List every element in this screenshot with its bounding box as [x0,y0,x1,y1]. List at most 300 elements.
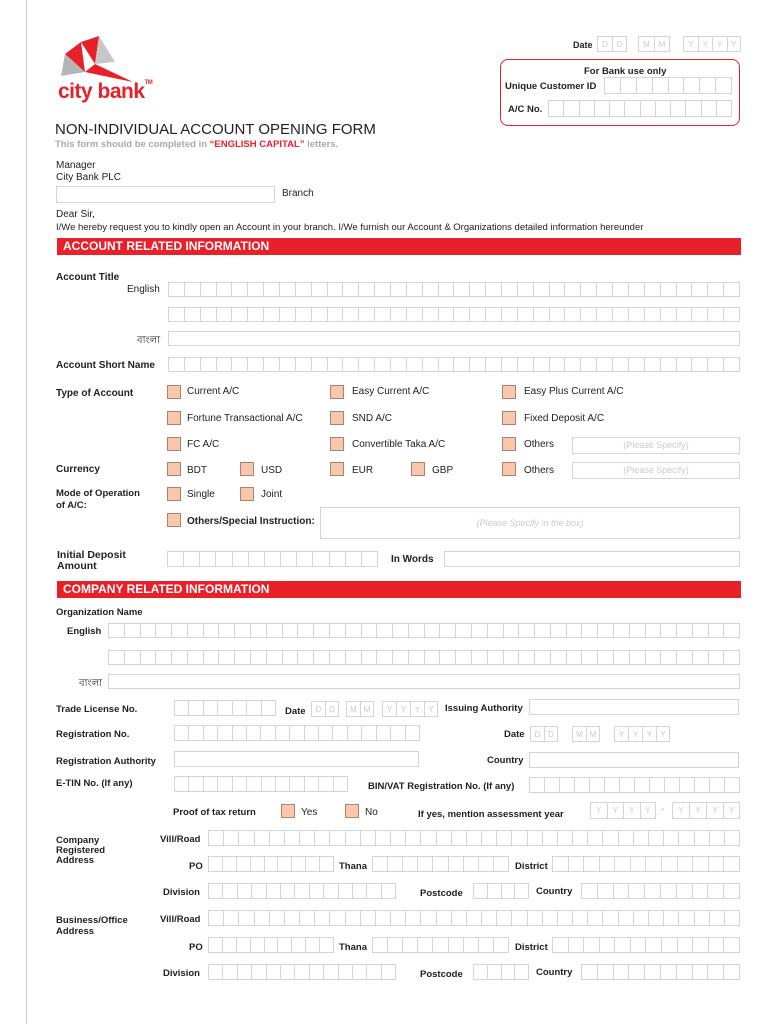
char-cell[interactable] [318,776,332,792]
char-cell[interactable] [231,307,247,322]
char-cell[interactable] [455,650,471,665]
char-cell[interactable] [232,725,246,741]
char-cell[interactable] [439,650,455,665]
char-cell[interactable] [715,77,732,94]
char-cell[interactable] [645,856,661,872]
char-cell[interactable] [724,777,740,793]
char-cell[interactable] [208,964,222,980]
branch-input[interactable] [56,186,275,203]
char-cell[interactable] [587,830,602,846]
char-cell[interactable] [424,650,440,665]
char-cell[interactable] [246,776,260,792]
issuing-authority-input[interactable] [529,699,739,715]
char-cell[interactable] [279,357,295,372]
char-cell[interactable] [629,650,645,665]
char-cell[interactable] [352,964,366,980]
char-cell[interactable] [455,623,471,638]
char-cell[interactable] [277,856,291,872]
char-cell[interactable] [282,623,298,638]
char-cell[interactable] [501,357,517,372]
char-cell[interactable] [579,100,594,117]
registration-date-month[interactable]: M M [572,726,600,742]
char-cell[interactable] [552,856,568,872]
char-cell[interactable] [376,650,392,665]
char-cell[interactable] [375,830,390,846]
char-cell[interactable] [352,883,366,899]
char-cell[interactable] [269,910,284,926]
char-cell[interactable] [466,910,481,926]
char-cell[interactable] [208,937,222,953]
office-vill-road-field[interactable] [208,910,740,926]
char-cell[interactable] [691,282,707,297]
char-cell[interactable] [264,856,278,872]
char-cell[interactable] [485,282,501,297]
char-cell[interactable] [313,650,329,665]
checkbox-gbp[interactable] [411,462,425,476]
char-cell[interactable] [231,282,247,297]
char-cell[interactable] [699,77,715,94]
char-cell[interactable] [542,830,557,846]
char-cell[interactable] [581,650,597,665]
char-cell[interactable] [304,725,318,741]
char-cell[interactable] [679,777,694,793]
char-cell[interactable] [549,282,565,297]
char-cell[interactable] [327,307,343,322]
char-cell[interactable] [597,650,613,665]
char-cell[interactable] [580,307,596,322]
char-cell[interactable] [406,307,422,322]
bin-vat-field[interactable] [529,777,740,793]
char-cell[interactable] [183,551,199,567]
char-cell[interactable] [266,964,280,980]
char-cell[interactable] [295,282,311,297]
char-cell[interactable] [485,357,501,372]
char-cell[interactable] [648,910,663,926]
char-cell[interactable] [280,551,296,567]
char-cell[interactable] [199,551,215,567]
checkbox-snd-ac[interactable] [330,411,344,425]
char-cell[interactable] [333,776,348,792]
char-cell[interactable] [297,623,313,638]
char-cell[interactable] [392,650,408,665]
char-cell[interactable] [424,623,440,638]
char-cell[interactable] [381,964,396,980]
registration-date-day[interactable]: D D [530,726,558,742]
char-cell[interactable] [280,964,294,980]
account-short-name-field[interactable] [168,357,740,372]
in-words-input[interactable] [444,551,740,567]
char-cell[interactable] [453,357,469,372]
char-cell[interactable] [342,307,358,322]
char-cell[interactable] [670,100,685,117]
org-bangla-input[interactable] [108,674,740,689]
char-cell[interactable] [261,700,276,716]
char-cell[interactable] [200,307,216,322]
char-cell[interactable] [493,856,509,872]
char-cell[interactable] [294,883,308,899]
char-cell[interactable] [275,776,289,792]
checkbox-joint[interactable] [240,487,254,501]
char-cell[interactable] [594,100,609,117]
char-cell[interactable] [266,623,282,638]
char-cell[interactable] [448,937,463,953]
char-cell[interactable] [405,830,420,846]
char-cell[interactable] [387,856,402,872]
char-cell[interactable] [511,910,526,926]
char-cell[interactable] [533,282,549,297]
checkbox-easy-plus-current-ac[interactable] [502,385,516,399]
header-date-month[interactable]: M M [638,36,670,52]
char-cell[interactable] [692,964,708,980]
char-cell[interactable] [496,910,511,926]
checkbox-easy-current-ac[interactable] [330,385,344,399]
char-cell[interactable] [291,937,305,953]
char-cell[interactable] [361,725,375,741]
char-cell[interactable] [533,307,549,322]
char-cell[interactable] [517,357,533,372]
char-cell[interactable] [238,830,253,846]
char-cell[interactable] [724,830,740,846]
char-cell[interactable] [168,307,184,322]
char-cell[interactable] [644,282,660,297]
char-cell[interactable] [223,910,238,926]
char-cell[interactable] [676,964,692,980]
char-cell[interactable] [708,650,724,665]
char-cell[interactable] [332,725,346,741]
char-cell[interactable] [613,650,629,665]
checkbox-fortune-transactional-ac[interactable] [167,411,181,425]
char-cell[interactable] [660,282,676,297]
char-cell[interactable] [216,357,232,372]
char-cell[interactable] [677,856,693,872]
char-cell[interactable] [305,856,319,872]
char-cell[interactable] [628,964,644,980]
char-cell[interactable] [473,883,487,899]
char-cell[interactable] [422,357,438,372]
char-cell[interactable] [140,650,156,665]
char-cell[interactable] [628,282,644,297]
char-cell[interactable] [264,937,278,953]
char-cell[interactable] [234,623,250,638]
char-cell[interactable] [188,725,202,741]
char-cell[interactable] [329,830,344,846]
char-cell[interactable] [685,100,700,117]
char-cell[interactable] [723,937,740,953]
char-cell[interactable] [312,551,328,567]
char-cell[interactable] [167,551,183,567]
char-cell[interactable] [517,307,533,322]
char-cell[interactable] [660,883,676,899]
char-cell[interactable] [260,725,274,741]
char-cell[interactable] [636,77,652,94]
account-title-bangla-input[interactable] [168,331,740,346]
checkbox-others-special[interactable] [167,513,181,527]
char-cell[interactable] [723,282,740,297]
char-cell[interactable] [406,282,422,297]
char-cell[interactable] [645,650,661,665]
char-cell[interactable] [203,776,217,792]
char-cell[interactable] [184,357,200,372]
char-cell[interactable] [542,910,557,926]
char-cell[interactable] [390,725,404,741]
char-cell[interactable] [463,856,478,872]
checkbox-type-others[interactable] [502,437,516,451]
char-cell[interactable] [323,964,337,980]
char-cell[interactable] [216,307,232,322]
char-cell[interactable] [660,357,676,372]
char-cell[interactable] [451,830,466,846]
char-cell[interactable] [559,777,574,793]
char-cell[interactable] [155,623,171,638]
char-cell[interactable] [668,77,684,94]
char-cell[interactable] [550,650,566,665]
char-cell[interactable] [222,856,236,872]
reg-thana-field[interactable] [372,856,509,872]
char-cell[interactable] [250,623,266,638]
char-cell[interactable] [327,357,343,372]
char-cell[interactable] [514,964,529,980]
char-cell[interactable] [279,282,295,297]
char-cell[interactable] [436,910,451,926]
char-cell[interactable] [217,725,231,741]
reg-division-field[interactable] [208,883,396,899]
char-cell[interactable] [707,964,723,980]
char-cell[interactable] [251,883,265,899]
char-cell[interactable] [184,282,200,297]
char-cell[interactable] [345,551,361,567]
char-cell[interactable] [390,910,405,926]
char-cell[interactable] [663,910,678,926]
char-cell[interactable] [184,307,200,322]
char-cell[interactable] [236,937,250,953]
char-cell[interactable] [612,357,628,372]
char-cell[interactable] [417,937,432,953]
etin-field[interactable] [174,776,348,792]
char-cell[interactable] [361,650,377,665]
char-cell[interactable] [247,282,263,297]
char-cell[interactable] [645,937,661,953]
char-cell[interactable] [223,830,238,846]
char-cell[interactable] [660,307,676,322]
char-cell[interactable] [360,830,375,846]
char-cell[interactable] [723,623,740,638]
char-cell[interactable] [203,700,217,716]
char-cell[interactable] [376,623,392,638]
char-cell[interactable] [284,830,299,846]
char-cell[interactable] [478,856,493,872]
char-cell[interactable] [466,830,481,846]
char-cell[interactable] [587,910,602,926]
char-cell[interactable] [663,830,678,846]
char-cell[interactable] [629,623,645,638]
char-cell[interactable] [291,856,305,872]
char-cell[interactable] [481,910,496,926]
char-cell[interactable] [420,910,435,926]
char-cell[interactable] [436,830,451,846]
char-cell[interactable] [222,883,236,899]
char-cell[interactable] [236,856,250,872]
char-cell[interactable] [390,830,405,846]
char-cell[interactable] [660,623,676,638]
char-cell[interactable] [254,830,269,846]
char-cell[interactable] [487,623,503,638]
char-cell[interactable] [374,282,390,297]
trade-license-field[interactable] [174,700,276,716]
char-cell[interactable] [248,551,264,567]
char-cell[interactable] [568,856,584,872]
char-cell[interactable] [572,830,587,846]
char-cell[interactable] [613,964,629,980]
char-cell[interactable] [280,883,294,899]
char-cell[interactable] [548,100,563,117]
char-cell[interactable] [345,830,360,846]
char-cell[interactable] [319,937,334,953]
char-cell[interactable] [644,883,660,899]
char-cell[interactable] [624,100,639,117]
char-cell[interactable] [471,623,487,638]
char-cell[interactable] [250,937,264,953]
char-cell[interactable] [124,623,140,638]
char-cell[interactable] [645,623,661,638]
office-thana-field[interactable] [372,937,509,953]
char-cell[interactable] [676,307,692,322]
char-cell[interactable] [583,937,599,953]
char-cell[interactable] [692,856,708,872]
trade-license-date-day[interactable]: D D [311,701,339,717]
assessment-year-to[interactable]: Y Y Y Y [672,802,740,819]
char-cell[interactable] [338,883,352,899]
char-cell[interactable] [604,777,619,793]
char-cell[interactable] [140,623,156,638]
char-cell[interactable] [296,551,312,567]
char-cell[interactable] [372,937,387,953]
char-cell[interactable] [564,307,580,322]
header-date-day[interactable]: D D [597,36,627,52]
char-cell[interactable] [618,910,633,926]
char-cell[interactable] [250,650,266,665]
office-district-field[interactable] [552,937,740,953]
char-cell[interactable] [708,856,724,872]
checkbox-bdt[interactable] [167,462,181,476]
char-cell[interactable] [266,883,280,899]
char-cell[interactable] [580,282,596,297]
char-cell[interactable] [208,883,222,899]
char-cell[interactable] [203,623,219,638]
char-cell[interactable] [692,650,708,665]
registration-no-field[interactable] [174,725,420,741]
char-cell[interactable] [612,282,628,297]
char-cell[interactable] [473,964,487,980]
char-cell[interactable] [266,650,282,665]
char-cell[interactable] [417,856,432,872]
char-cell[interactable] [709,830,724,846]
char-cell[interactable] [664,777,679,793]
char-cell[interactable] [613,623,629,638]
char-cell[interactable] [683,77,699,94]
char-cell[interactable] [309,883,323,899]
char-cell[interactable] [402,937,417,953]
char-cell[interactable] [628,307,644,322]
char-cell[interactable] [263,307,279,322]
char-cell[interactable] [564,357,580,372]
char-cell[interactable] [208,910,223,926]
char-cell[interactable] [708,937,724,953]
char-cell[interactable] [284,910,299,926]
char-cell[interactable] [448,856,463,872]
char-cell[interactable] [487,650,503,665]
char-cell[interactable] [375,910,390,926]
reg-country-field[interactable] [581,883,740,899]
char-cell[interactable] [304,776,318,792]
char-cell[interactable] [644,357,660,372]
char-cell[interactable] [345,650,361,665]
char-cell[interactable] [222,937,236,953]
char-cell[interactable] [263,357,279,372]
char-cell[interactable] [387,937,402,953]
char-cell[interactable] [311,282,327,297]
char-cell[interactable] [319,856,334,872]
char-cell[interactable] [405,910,420,926]
char-cell[interactable] [188,776,202,792]
char-cell[interactable] [361,623,377,638]
checkbox-fixed-deposit-ac[interactable] [502,411,516,425]
char-cell[interactable] [234,650,250,665]
char-cell[interactable] [282,650,298,665]
char-cell[interactable] [216,282,232,297]
char-cell[interactable] [549,307,565,322]
char-cell[interactable] [694,777,709,793]
char-cell[interactable] [314,830,329,846]
char-cell[interactable] [661,856,677,872]
char-cell[interactable] [289,776,303,792]
reg-district-field[interactable] [552,856,740,872]
char-cell[interactable] [644,307,660,322]
char-cell[interactable] [574,777,589,793]
char-cell[interactable] [707,282,723,297]
char-cell[interactable] [381,883,396,899]
char-cell[interactable] [171,623,187,638]
char-cell[interactable] [581,883,597,899]
char-cell[interactable] [168,357,184,372]
char-cell[interactable] [469,282,485,297]
checkbox-eur[interactable] [330,462,344,476]
char-cell[interactable] [311,357,327,372]
char-cell[interactable] [390,357,406,372]
reg-vill-road-field[interactable] [208,830,740,846]
char-cell[interactable] [694,910,709,926]
char-cell[interactable] [481,830,496,846]
char-cell[interactable] [568,937,584,953]
char-cell[interactable] [501,883,515,899]
char-cell[interactable] [652,77,668,94]
char-cell[interactable] [701,100,716,117]
char-cell[interactable] [597,883,613,899]
char-cell[interactable] [187,650,203,665]
initial-deposit-field[interactable] [167,551,378,567]
char-cell[interactable] [527,910,542,926]
char-cell[interactable] [557,910,572,926]
char-cell[interactable] [707,883,723,899]
char-cell[interactable] [299,830,314,846]
char-cell[interactable] [438,357,454,372]
char-cell[interactable] [237,883,251,899]
char-cell[interactable] [503,650,519,665]
char-cell[interactable] [694,830,709,846]
account-title-english-row2[interactable] [168,307,740,322]
char-cell[interactable] [581,623,597,638]
char-cell[interactable] [596,282,612,297]
char-cell[interactable] [279,307,295,322]
